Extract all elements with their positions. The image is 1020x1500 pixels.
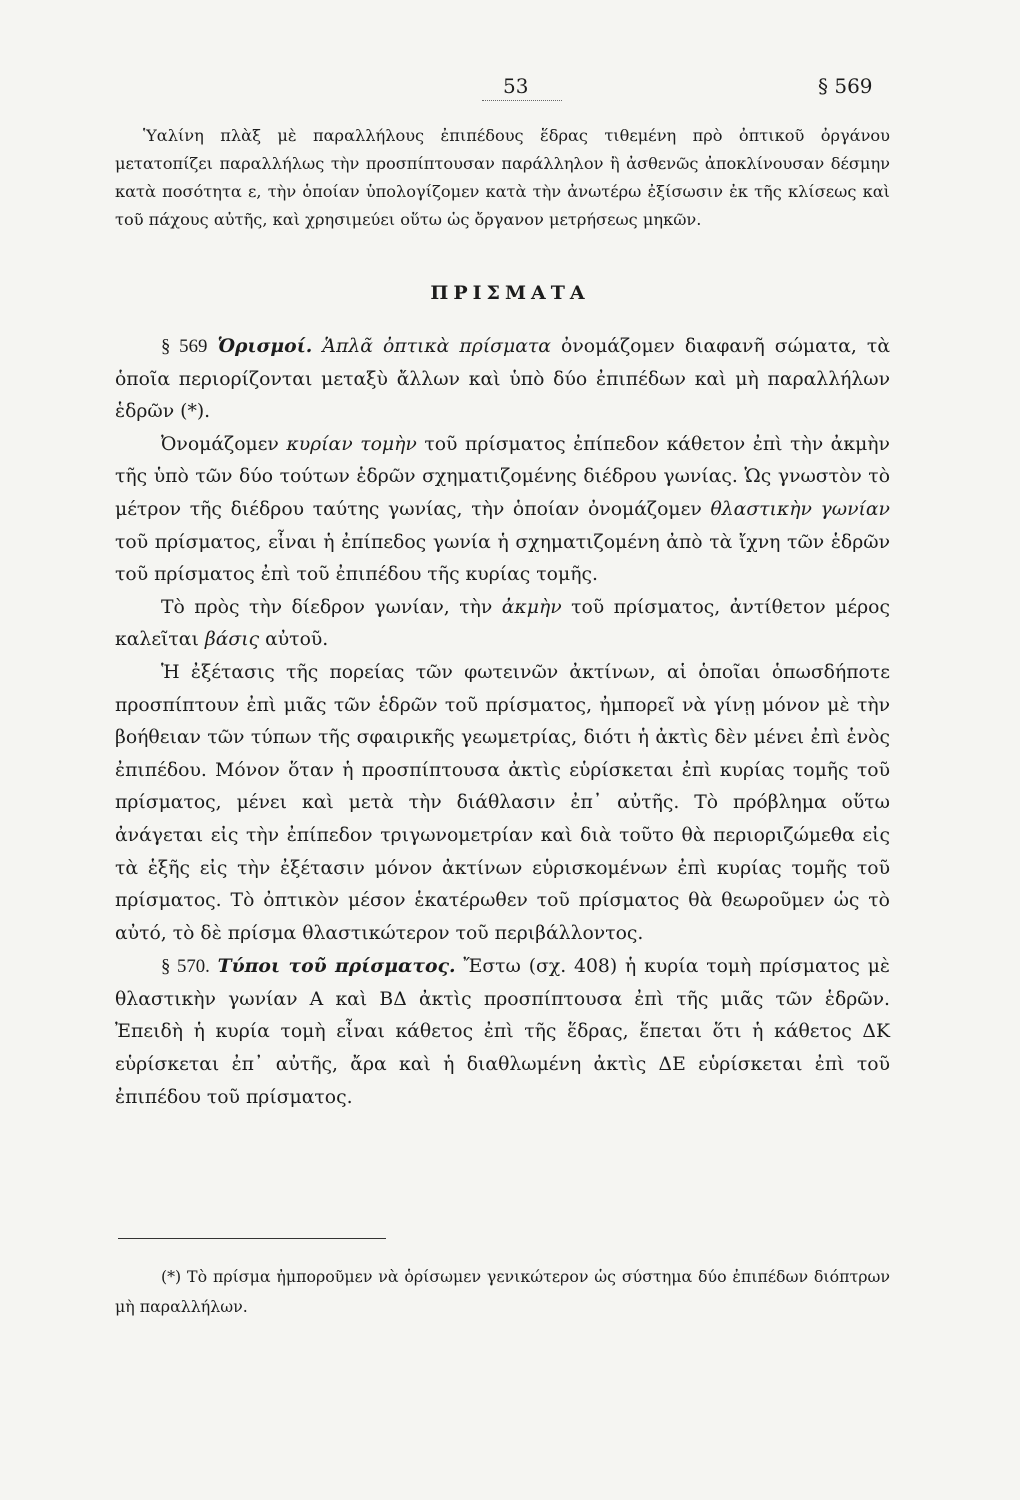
paragraph-text: αὐτοῦ.	[265, 629, 329, 651]
page-number: 53	[503, 74, 529, 98]
paragraph-text: Ἔστω (σχ. 408) ἡ κυρία τομὴ πρίσματος μὲ θλαστικὴν γωνίαν Α καὶ ΒΔ ἀκτὶς προσπίπτουσα ἐπὶ τῆς μιᾶς τῶν ἑδρῶν. Ἐπειδὴ ἡ κυρία τομὴ εἶναι κάθετος ἐπὶ τῆς ἕδρας, ἕπεται ὅτι ἡ κάθετος ΔΚ εὑρίσκεται ἐπ᾿ αὐτῆς, ἄρα καὶ ἡ διαθλωμένη ἀκτὶς ΔΕ εὑρίσκεται ἐπὶ τοῦ ἐπιπέδου τοῦ πρίσματος.	[115, 956, 890, 1108]
paragraph-text: τοῦ πρίσματος ἐπίπεδον κάθετον ἐπὶ τὴν ἀκμὴν τῆς ὑπὸ τῶν δύο τούτων ἑδρῶν σχηματιζομένης διέδρου γωνίας. Ὡς γνωστὸν τὸ μέτρον τῆς διέδρου ταύτης γωνίας, τὴν ὁποίαν ὀνομάζομεν	[115, 433, 890, 520]
paragraph-text: Τὸ πρὸς τὴν δίεδρον γωνίαν, τὴν	[161, 596, 493, 618]
section-title: Ὁρισμοί.	[217, 335, 313, 357]
paragraph-text: τοῦ πρίσματος, εἶναι ἡ ἐπίπεδος γωνία ἡ σχηματιζομένη ἀπὸ τὰ ἴχνη τῶν ἑδρῶν τοῦ πρίσματος ἐπὶ τοῦ ἐπιπέδου τῆς κυρίας τομῆς.	[115, 531, 890, 586]
paragraph-principal-section	[115, 429, 890, 592]
page-header	[0, 70, 1020, 106]
paragraph-definitions	[115, 330, 890, 429]
paragraph-prism-formulas	[115, 950, 890, 1114]
italic-term: κυρίαν τομὴν	[286, 433, 417, 455]
paragraph-ray-examination: Ἡ ἐξέτασις τῆς πορείας τῶν φωτεινῶν ἀκτίνων, αἱ ὁποῖαι ὁπωσδήποτε προσπίπτουν ἐπὶ μιᾶς τῶν ἑδρῶν τοῦ πρίσματος, ἠμπορεῖ νὰ γίνῃ μόνον μὲ τὴν βοήθειαν τῶν τύπων τῆς σφαιρικῆς γεωμετρίας, διότι ἡ ἀκτὶς δὲν μένει ἐπὶ ἑνὸς ἐπιπέδου. Μόνον ὅταν ἡ προσπίπτουσα ἀκτὶς εὑρίσκεται ἐπὶ κυρίας τομῆς τοῦ πρίσματος, μένει καὶ μετὰ τὴν διάθλασιν ἐπ᾿ αὐτῆς. Τὸ πρόβλημα οὕτω ἀνάγεται εἰς τὴν ἐπίπεδον τριγωνομετρίαν καὶ διὰ τοῦτο θὰ περιοριζώμεθα εἰς τὰ ἑξῆς εἰς τὴν ἐξέτασιν μόνον ἀκτίνων εὑρισκομένων ἐπὶ κυρίας τομῆς τοῦ πρίσματος. Τὸ ὀπτικὸν μέσον ἑκατέρωθεν τοῦ πρίσματος θὰ θεωροῦμεν ὡς τὸ αὐτό, τὸ δὲ πρίσμα θλαστικώτερον τοῦ περιβάλλοντος.	[115, 661, 890, 944]
paragraph-text: Ὀνομάζομεν	[161, 433, 279, 455]
italic-term: ἀκμὴν	[501, 596, 562, 618]
italic-term: θλαστικὴν γωνίαν	[710, 498, 890, 520]
chapter-heading: ΠΡΙΣΜΑΤΑ	[430, 282, 590, 304]
running-section-reference: § 569	[818, 74, 873, 98]
paragraph-text: ὀνομάζομεν διαφανῆ σώματα, τὰ ὁποῖα περιορίζονται μεταξὺ ἄλλων καὶ ὑπὸ δύο ἐπιπέδων καὶ μὴ παραλλήλων ἑδρῶν (*).	[115, 336, 890, 423]
main-text	[115, 330, 890, 1114]
paragraph-text: τοῦ πρίσματος, ἀντίθετον μέρος καλεῖται	[115, 596, 890, 651]
intro-paragraph: Ὑαλίνη πλὰξ μὲ παραλλήλους ἐπιπέδους ἕδρας τιθεμένη πρὸ ὀπτικοῦ ὀργάνου μετατοπίζει παραλλήλως τὴν προσπίπτουσαν παράλληλον ἢ ἀσθενῶς ἀποκλίνουσαν δέσμην κατὰ ποσότητα ε, τὴν ὁποίαν ὑπολογίζομεν κατὰ τὴν ἀνωτέρω ἐξίσωσιν ἐκ τῆς κλίσεως καὶ τοῦ πάχους αὐτῆς, καὶ χρησιμεύει οὕτω ὡς ὄργανον μετρήσεως μηκῶν.	[115, 126, 890, 229]
italic-term: Ἁπλᾶ ὀπτικὰ πρίσματα	[322, 336, 551, 357]
footnote: (*) Τὸ πρίσμα ἠμποροῦμεν νὰ ὁρίσωμεν γενικώτερον ὡς σύστημα δύο ἐπιπέδων διόπτρων μὴ παραλλήλων.	[115, 1267, 890, 1316]
footnote-divider	[118, 1238, 386, 1239]
section-number: § 570.	[161, 956, 210, 978]
italic-term: βάσις	[204, 629, 260, 651]
paragraph-base	[115, 592, 890, 657]
section-title: Τύποι τοῦ πρίσματος.	[217, 955, 456, 978]
header-decoration	[482, 100, 562, 101]
section-number: § 569	[161, 336, 208, 357]
